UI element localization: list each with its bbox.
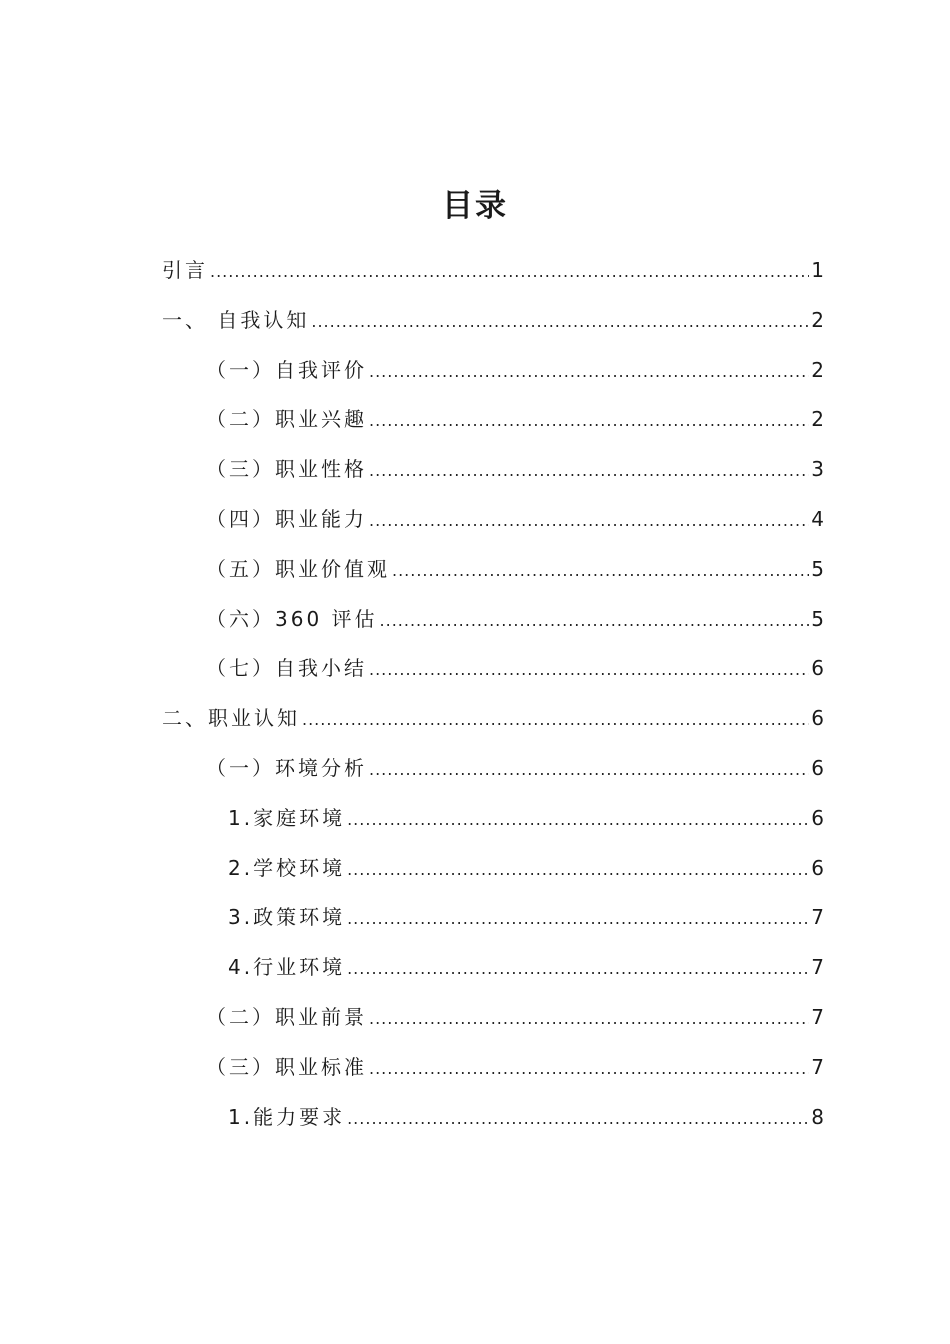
toc-entry-label: （七）自我小结 <box>206 656 367 681</box>
toc-entry-page: 6 <box>811 706 824 731</box>
dot-leader <box>369 496 809 546</box>
toc-entry[interactable] <box>162 744 824 794</box>
toc-entry-label: 4.行业环境 <box>228 955 346 980</box>
toc-entry-page: 1 <box>811 258 824 282</box>
toc-entry[interactable] <box>162 445 824 495</box>
dot-leader <box>369 396 809 446</box>
toc-entry[interactable] <box>162 346 824 396</box>
dot-leader <box>347 1094 809 1144</box>
toc-entry-page: 6 <box>811 855 824 880</box>
toc-entry[interactable] <box>162 943 824 993</box>
dot-leader <box>369 446 809 496</box>
toc-title: 目录 <box>442 188 508 224</box>
dot-leader <box>347 845 809 895</box>
toc-entry[interactable] <box>162 794 824 844</box>
dot-leader <box>347 795 809 845</box>
toc-entry-page: 4 <box>811 506 824 531</box>
toc-entry-page: 2 <box>811 407 824 432</box>
dot-leader <box>302 695 809 745</box>
dot-leader <box>369 645 809 695</box>
toc-entry-label: （二）职业前景 <box>206 1004 367 1029</box>
toc-entry-page: 6 <box>811 656 824 681</box>
toc-entry-page: 7 <box>811 905 824 930</box>
toc-entry[interactable] <box>162 694 824 744</box>
toc-entry-label: 引言 <box>162 258 208 282</box>
toc-entry-page: 3 <box>811 457 824 482</box>
dot-leader <box>369 994 809 1044</box>
toc-entry-page: 7 <box>811 1054 824 1079</box>
toc-entry-label: 3.政策环境 <box>228 905 346 930</box>
dot-leader <box>210 247 809 297</box>
toc-entry-page: 6 <box>811 805 824 830</box>
toc-entry[interactable] <box>162 495 824 545</box>
toc-entry-page: 7 <box>811 1004 824 1029</box>
dot-leader <box>369 347 809 397</box>
toc-entry[interactable] <box>162 595 824 645</box>
dot-leader <box>311 297 809 347</box>
toc-entry-page: 7 <box>811 955 824 980</box>
dot-leader <box>369 1044 809 1094</box>
toc-entry[interactable] <box>162 1043 824 1093</box>
toc-entry-page: 5 <box>811 606 824 631</box>
toc-entry[interactable] <box>162 545 824 595</box>
toc-entry-page: 6 <box>811 755 824 780</box>
dot-leader <box>380 596 810 646</box>
toc-entry-label: （一）环境分析 <box>206 755 367 780</box>
toc-entry[interactable] <box>162 644 824 694</box>
toc-entry-page: 5 <box>811 556 824 581</box>
toc-entry[interactable] <box>162 395 824 445</box>
toc-entry[interactable] <box>162 893 824 943</box>
dot-leader <box>347 894 809 944</box>
toc-entry[interactable] <box>162 993 824 1043</box>
toc-entry[interactable] <box>162 1093 824 1143</box>
toc-entry-page: 8 <box>811 1104 824 1129</box>
dot-leader <box>347 944 809 994</box>
toc-entry-label: 一、 自我认知 <box>162 307 310 332</box>
dot-leader <box>392 546 809 596</box>
toc-entry-label: 1.能力要求 <box>228 1104 346 1129</box>
toc-entry-label: 1.家庭环境 <box>228 805 346 830</box>
toc-entry[interactable] <box>162 844 824 894</box>
dot-leader <box>369 745 809 795</box>
toc-entry[interactable] <box>162 246 824 296</box>
toc-entry-label: （五）职业价值观 <box>206 556 390 581</box>
toc-entry-label: （二）职业兴趣 <box>206 407 367 432</box>
toc-entry-page: 2 <box>811 357 824 382</box>
toc-entry-label: （三）职业标准 <box>206 1054 367 1079</box>
toc-entry[interactable] <box>162 296 824 346</box>
toc-entry-page: 2 <box>811 307 824 332</box>
toc-entry-label: （一）自我评价 <box>206 357 367 382</box>
toc-entry-label: 2.学校环境 <box>228 855 346 880</box>
toc-entry-label: 二、职业认知 <box>162 706 300 731</box>
toc-entry-label: （四）职业能力 <box>206 506 367 531</box>
toc-entry-label: （三）职业性格 <box>206 457 367 482</box>
toc-list <box>162 246 824 1142</box>
toc-entry-label: （六）360 评估 <box>206 606 378 631</box>
